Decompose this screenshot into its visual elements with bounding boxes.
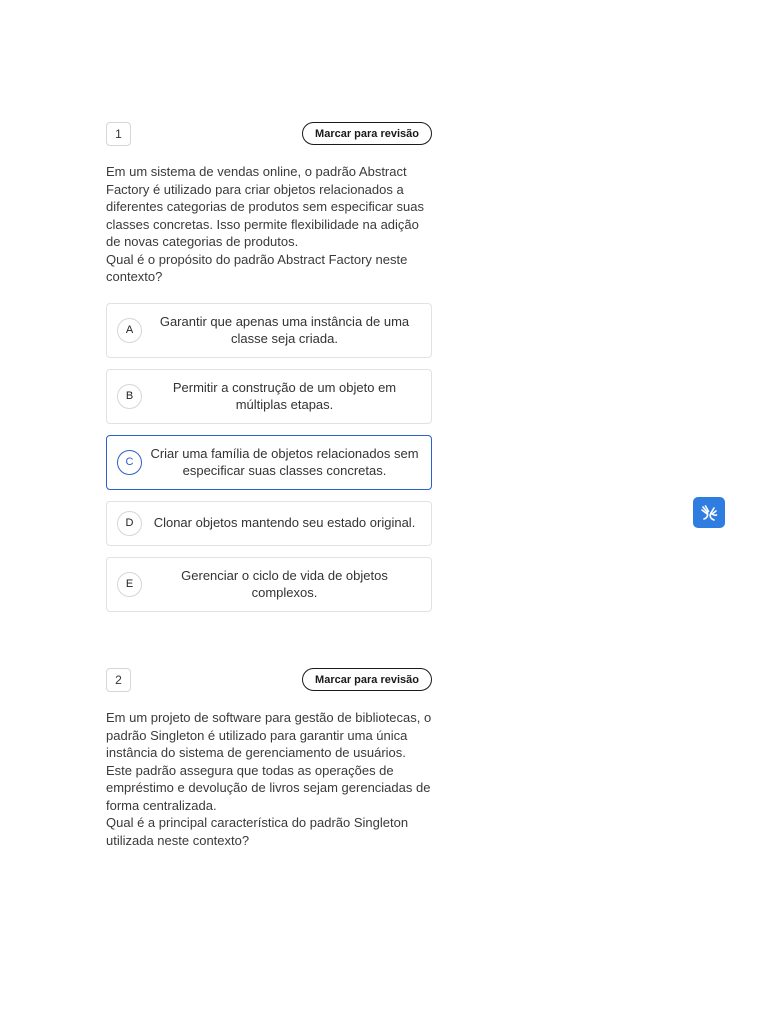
- option-text: Gerenciar o ciclo de vida de objetos complexos.: [181, 567, 388, 600]
- question-header: [106, 122, 432, 146]
- question-2: [106, 668, 432, 849]
- option-c[interactable]: [106, 435, 432, 490]
- option-text: Garantir que apenas uma instância de uma classe seja criada.: [159, 313, 410, 346]
- accessibility-sign-language-button[interactable]: [693, 497, 725, 528]
- question-context: Em um sistema de vendas online, o padrão Abstract Factory é utilizado para criar objetos relacionados a diferentes categorias de produtos sem especificar suas classes concretas. Isso permite flexibilidade na adição de novas categorias de produtos.: [106, 164, 424, 249]
- answer-options: [106, 303, 432, 612]
- option-b[interactable]: [106, 369, 432, 424]
- mark-for-review-button[interactable]: Marcar para revisão: [302, 122, 432, 145]
- option-letter: D: [117, 511, 142, 536]
- sign-language-hands-icon: [699, 503, 719, 523]
- question-context: Em um projeto de software para gestão de bibliotecas, o padrão Singleton é utilizado para garantir uma única instância do sistema de gerenciamento de usuários. Este padrão assegura que todas as operações de empréstimo e devolução de livros sejam gerenciadas de forma centralizada.: [106, 710, 432, 813]
- question-header: [106, 668, 432, 692]
- question-number: 2: [106, 668, 131, 692]
- question-statement: [106, 163, 432, 286]
- option-text: Criar uma família de objetos relacionados sem especificar suas classes concretas.: [150, 445, 419, 478]
- mark-for-review-button[interactable]: Marcar para revisão: [302, 668, 432, 691]
- option-a[interactable]: [106, 303, 432, 358]
- option-e[interactable]: [106, 557, 432, 612]
- question-prompt: Qual é a principal característica do padrão Singleton utilizada neste contexto?: [106, 815, 409, 848]
- question-1: [106, 122, 432, 623]
- option-letter: C: [117, 450, 142, 475]
- option-text: Permitir a construção de um objeto em múltiplas etapas.: [172, 379, 397, 412]
- option-letter: B: [117, 384, 142, 409]
- option-letter: E: [117, 572, 142, 597]
- question-prompt: Qual é o propósito do padrão Abstract Factory neste contexto?: [106, 251, 408, 284]
- option-d[interactable]: [106, 501, 432, 546]
- option-text: Clonar objetos mantendo seu estado original.: [153, 515, 416, 531]
- question-number: 1: [106, 122, 131, 146]
- option-letter: A: [117, 318, 142, 343]
- question-statement: [106, 709, 432, 849]
